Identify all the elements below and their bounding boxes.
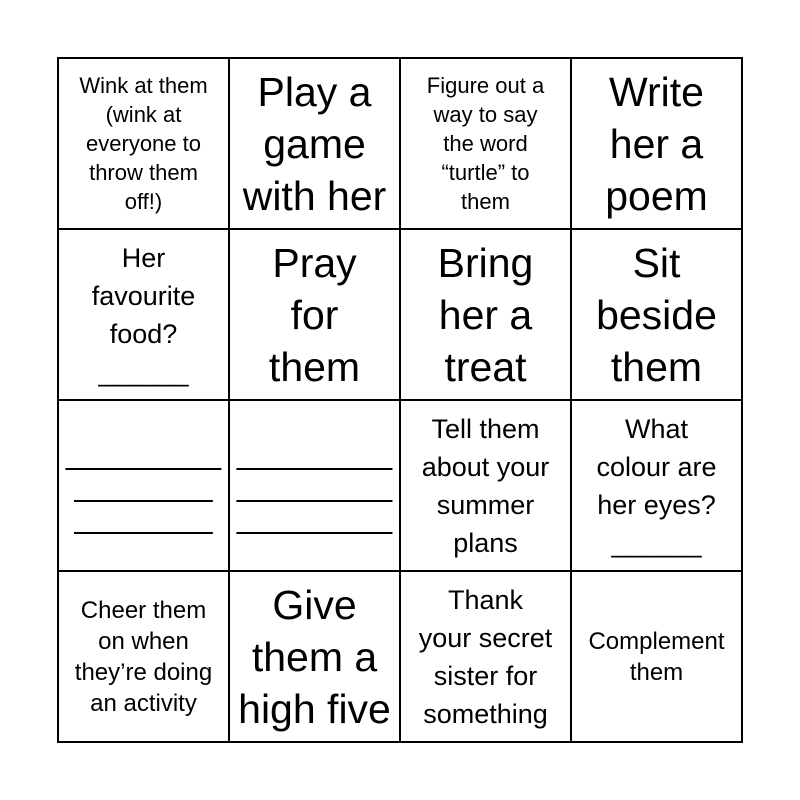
bingo-cell-r3c4[interactable]: What colour are her eyes? ______ (571, 400, 742, 571)
bingo-cell-r4c1[interactable]: Cheer them on when they’re doing an activity (58, 571, 229, 742)
bingo-cell-r4c4[interactable]: Complement them (571, 571, 742, 742)
bingo-cell-r1c3[interactable]: Figure out a way to say the word “turtle” to them (400, 58, 571, 229)
bingo-cell-r2c3[interactable]: Bring her a treat (400, 229, 571, 400)
bingo-board (57, 57, 743, 743)
bingo-cell-r1c1[interactable]: Wink at them (wink at everyone to throw them off!) (58, 58, 229, 229)
bingo-cell-r3c1[interactable]: _________ ________ ________ (58, 400, 229, 571)
bingo-cell-r2c4[interactable]: Sit beside them (571, 229, 742, 400)
bingo-cell-r3c2[interactable]: _________ _________ _________ (229, 400, 400, 571)
bingo-cell-r1c4[interactable]: Write her a poem (571, 58, 742, 229)
bingo-cell-r4c3[interactable]: Thank your secret sister for something (400, 571, 571, 742)
bingo-cell-r2c2[interactable]: Pray for them (229, 229, 400, 400)
bingo-cell-r2c1[interactable]: Her favourite food? ______ (58, 229, 229, 400)
bingo-cell-r1c2[interactable]: Play a game with her (229, 58, 400, 229)
bingo-cell-r3c3[interactable]: Tell them about your summer plans (400, 400, 571, 571)
bingo-cell-r4c2[interactable]: Give them a high five (229, 571, 400, 742)
